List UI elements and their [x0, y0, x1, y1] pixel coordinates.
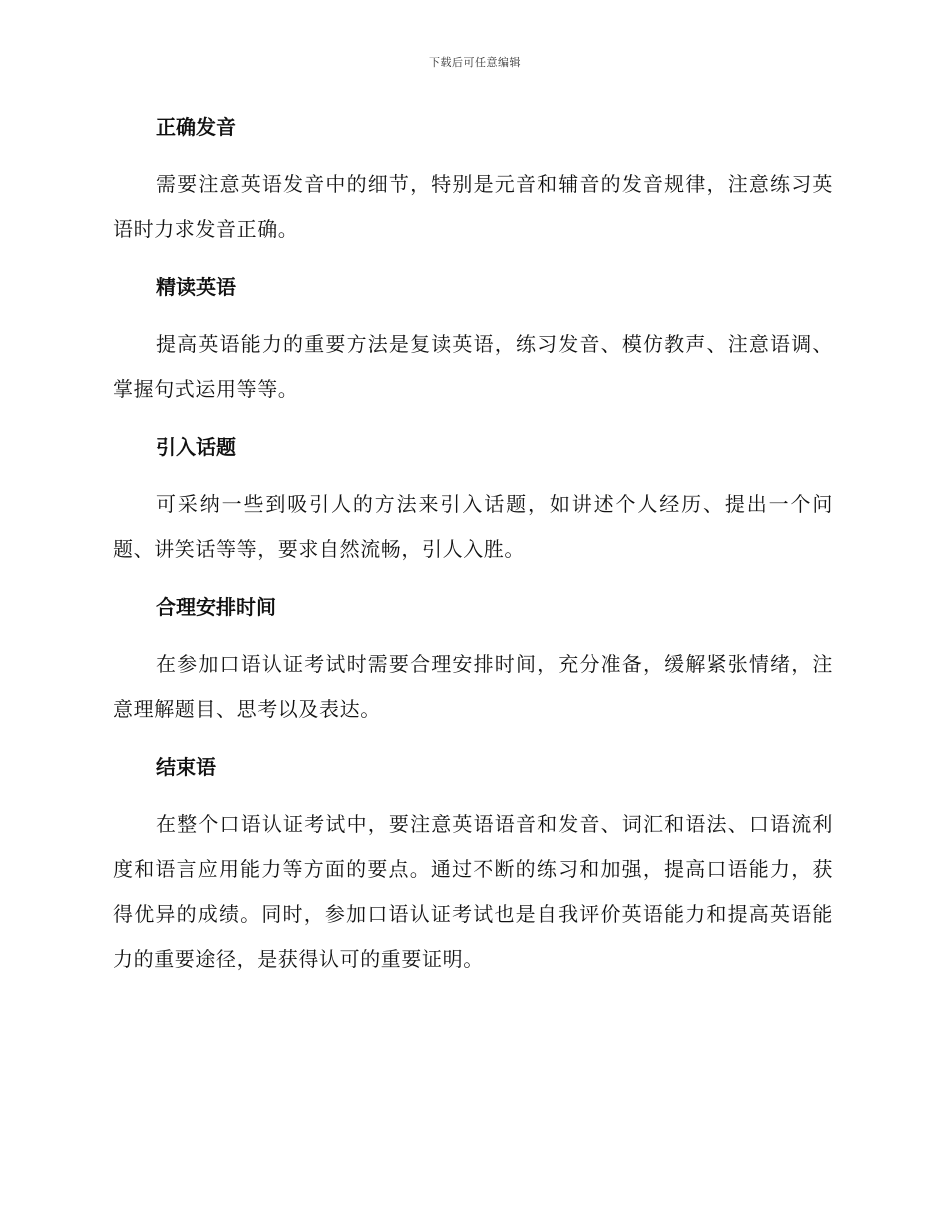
section-heading: 合理安排时间: [156, 595, 276, 619]
section-conclusion: [113, 744, 833, 982]
section-heading: 结束语: [156, 755, 216, 779]
section-time-management: [113, 584, 833, 732]
page-header-note: 下载后可任意编辑: [429, 56, 521, 69]
section-heading: 精读英语: [156, 275, 236, 299]
section-paragraph: 可采纳一些到吸引人的方法来引入话题，如讲述个人经历、提出一个问题、讲笑话等等，要求自然流畅，引人入胜。: [113, 492, 833, 561]
section-pronunciation: [113, 104, 833, 252]
section-introduce-topic: [113, 424, 833, 572]
section-intensive-reading: [113, 264, 833, 412]
section-heading: 引入话题: [156, 435, 236, 459]
section-paragraph: 需要注意英语发音中的细节，特别是元音和辅音的发音规律，注意练习英语时力求发音正确。: [113, 172, 833, 241]
section-paragraph: 在参加口语认证考试时需要合理安排时间，充分准备，缓解紧张情绪，注意理解题目、思考以及表达。: [113, 652, 833, 721]
section-paragraph: 提高英语能力的重要方法是复读英语，练习发音、模仿教声、注意语调、掌握句式运用等等。: [113, 332, 833, 401]
section-paragraph: 在整个口语认证考试中，要注意英语语音和发音、词汇和语法、口语流利度和语言应用能力等方面的要点。通过不断的练习和加强，提高口语能力，获得优异的成绩。同时，参加口语认证考试也是自我评价英语能力和提高英语能力的重要途径，是获得认可的重要证明。: [113, 812, 833, 971]
section-heading: 正确发音: [156, 115, 236, 139]
document-body: [113, 104, 833, 994]
